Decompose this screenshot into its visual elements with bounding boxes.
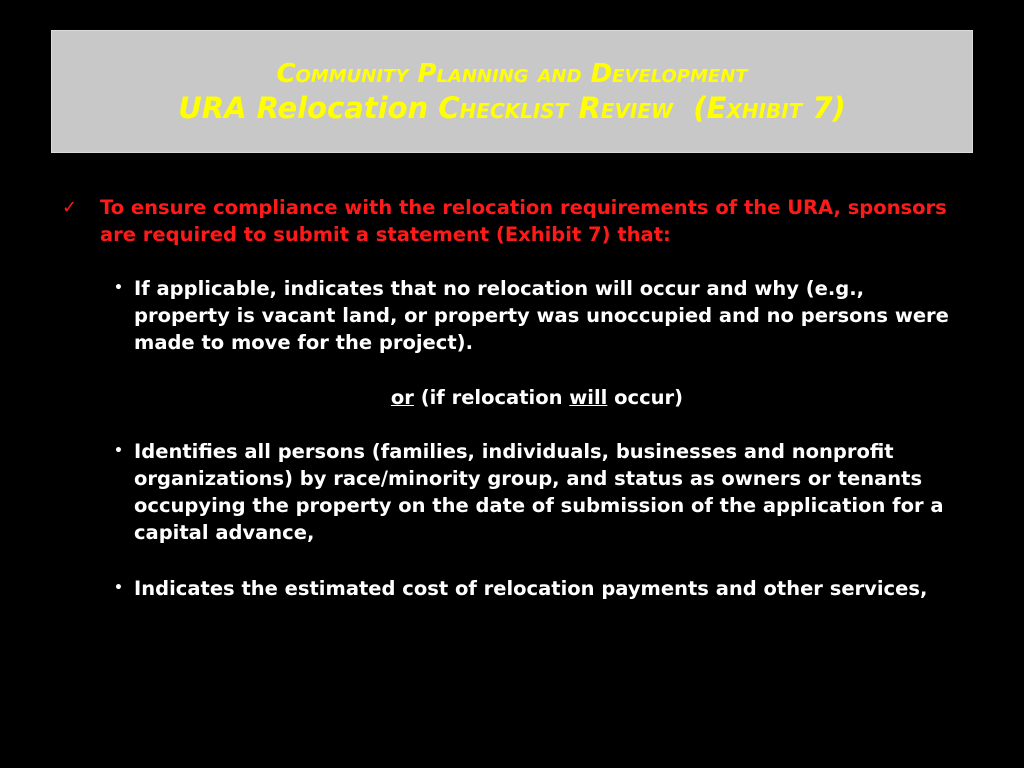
slide-title-box: [51, 30, 973, 153]
slide-title-line1: Community Planning and Development: [276, 58, 748, 89]
will-word: will: [569, 386, 608, 409]
title-part-ura: URA Relocation: [178, 90, 439, 125]
slide-title-line2: [178, 90, 846, 126]
checkmark-icon: ✓: [62, 197, 78, 218]
intro-statement: [62, 194, 972, 248]
bullet-item: [114, 438, 954, 546]
bullet-dot-icon: •: [114, 580, 123, 596]
title-part-exhibit: (Exhibit 7): [673, 90, 846, 125]
or-pre-text: (if relocation: [413, 386, 570, 409]
bullet-dot-icon: •: [114, 443, 123, 459]
or-word: or: [390, 386, 414, 409]
bullet-text: Indicates the estimated cost of relocation payments and other services,: [134, 577, 928, 600]
or-separator: [0, 384, 1024, 411]
bullet-text: If applicable, indicates that no relocation will occur and why (e.g., property is vacant land, or property was unoccupied and no persons were made to move for the project).: [134, 277, 949, 354]
bullet-text: Identifies all persons (families, individuals, businesses and nonprofit organizations) by race/minority group, and status as owners or tenants occupying the property on the date of submission of the application for a capital advance,: [134, 440, 944, 544]
bullet-item: [114, 275, 954, 356]
intro-text: To ensure compliance with the relocation requirements of the URA, sponsors are required to submit a statement (Exhibit 7) that:: [100, 196, 947, 246]
title-part-checklist: Checklist Review: [438, 90, 674, 125]
bullet-item: [114, 575, 954, 602]
or-post-text: occur): [607, 386, 684, 409]
bullet-dot-icon: •: [114, 280, 123, 296]
